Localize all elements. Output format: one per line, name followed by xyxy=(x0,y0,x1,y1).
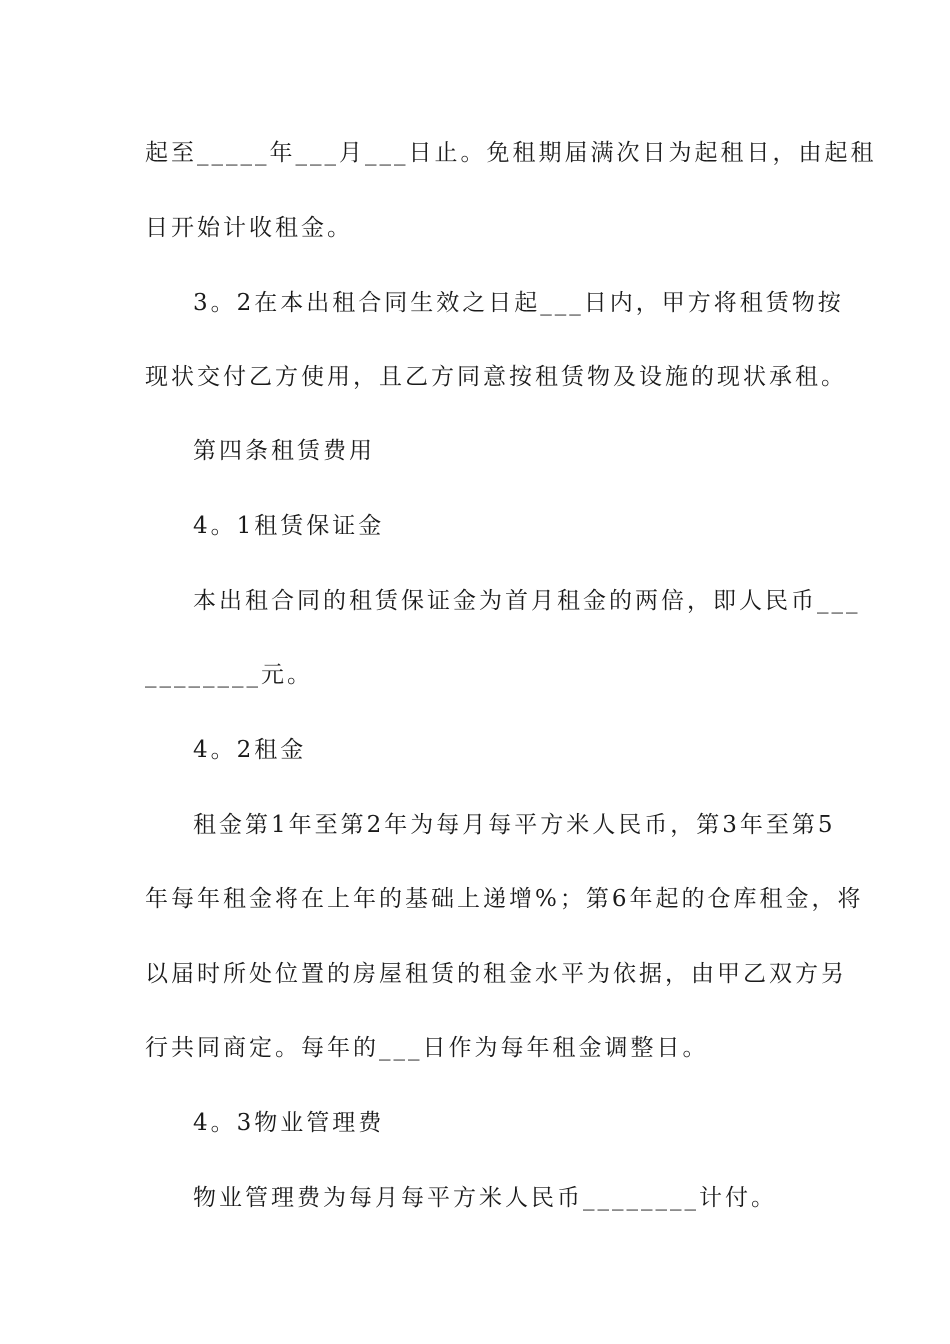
text-line: 行共同商定。每年的___日作为每年租金调整日。 xyxy=(145,1035,709,1061)
subsection-heading: 4。1租赁保证金 xyxy=(193,513,385,539)
subsection-heading: 4。2租金 xyxy=(193,737,307,763)
subsection-heading: 4。3物业管理费 xyxy=(193,1110,385,1136)
text-line: 年每年租金将在上年的基础上递增%；第6年起的仓库租金，将 xyxy=(145,886,864,912)
text-line: 3。2在本出租合同生效之日起___日内，甲方将租赁物按 xyxy=(193,290,844,316)
text-line: 以届时所处位置的房屋租赁的租金水平为依据，由甲乙双方另 xyxy=(145,961,847,987)
text-line: ________元。 xyxy=(145,662,313,688)
text-line: 物业管理费为每月每平方米人民币________计付。 xyxy=(193,1185,777,1211)
section-heading: 第四条租赁费用 xyxy=(193,438,375,464)
text-line: 现状交付乙方使用，且乙方同意按租赁物及设施的现状承租。 xyxy=(145,364,847,390)
text-line: 日开始计收租金。 xyxy=(145,215,353,241)
text-line: 本出租合同的租赁保证金为首月租金的两倍，即人民币___ xyxy=(193,588,861,614)
text-line: 起至_____年___月___日止。免租期届满次日为起租日，由起租 xyxy=(145,140,877,166)
text-line: 租金第1年至第2年为每月每平方米人民币，第3年至第5 xyxy=(193,812,836,838)
